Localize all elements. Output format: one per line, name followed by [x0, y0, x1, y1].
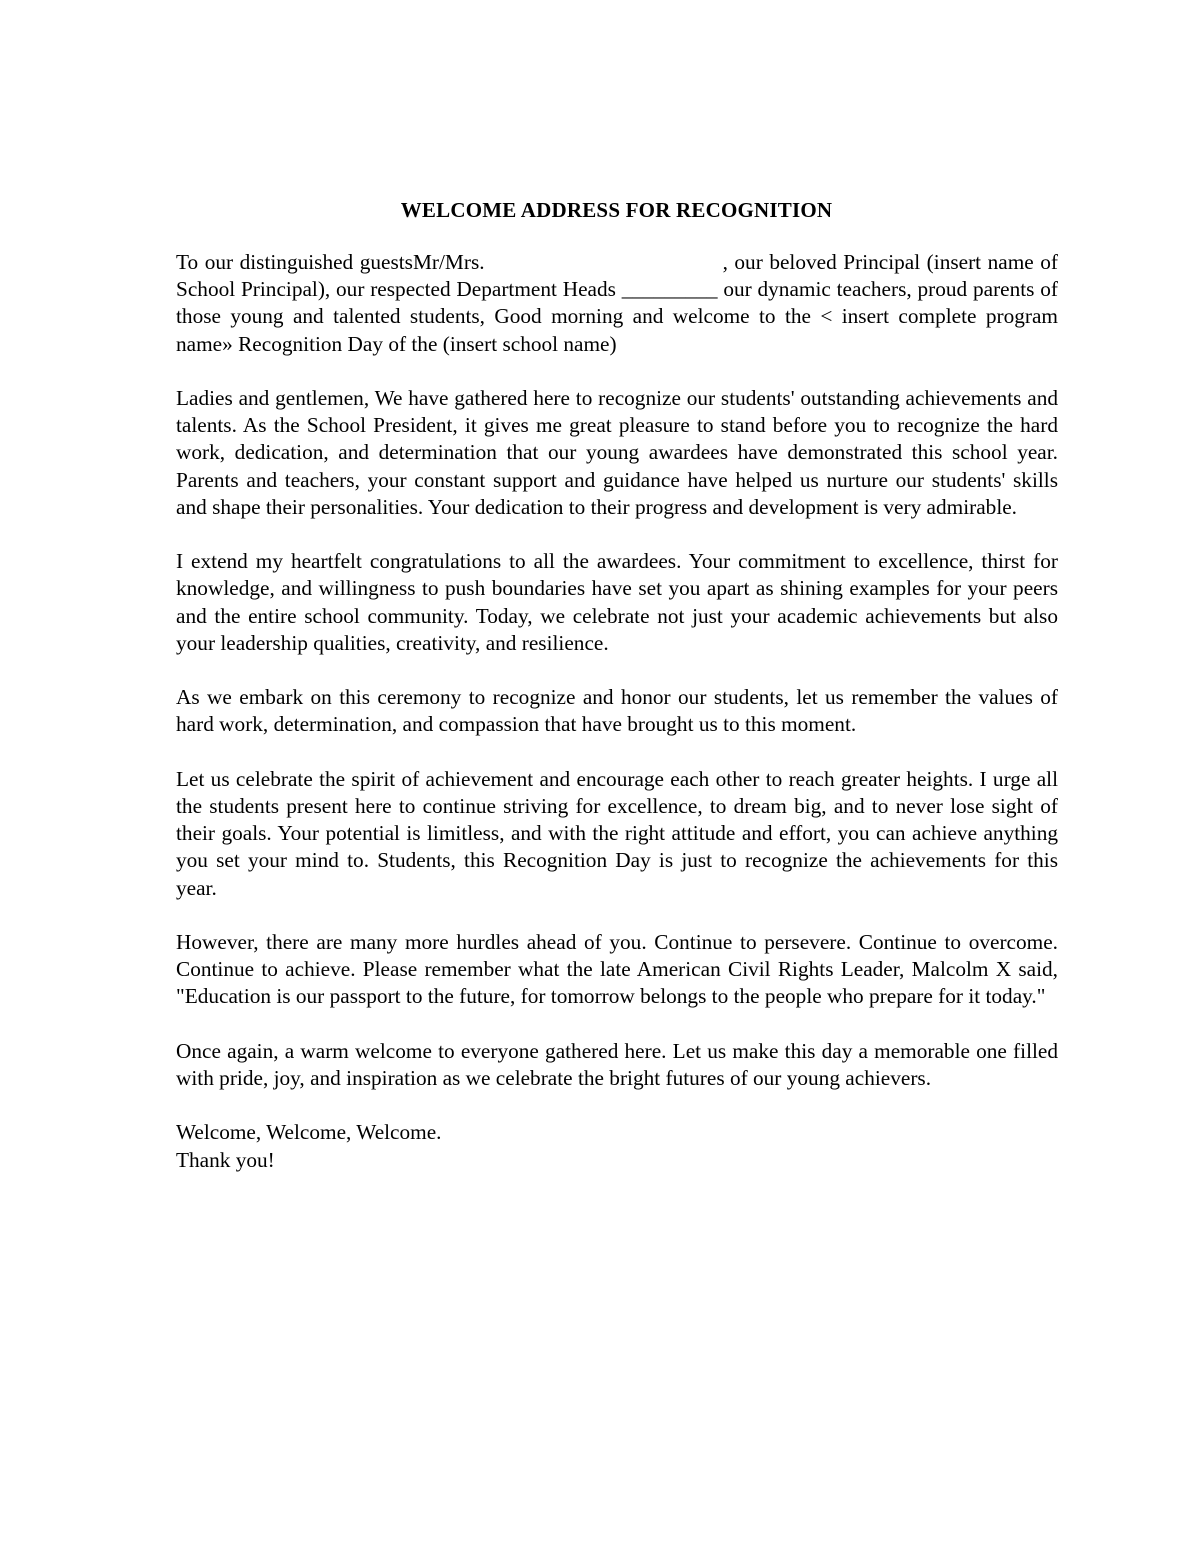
paragraph-ceremony: As we embark on this ceremony to recognize and honor our students, let us remember the values of hard work, determination, and compassion that have brought us to this moment.	[176, 685, 1058, 737]
paragraph-celebrate: Let us celebrate the spirit of achievement and encourage each other to reach greater heights. I urge all the students present here to continue striving for excellence, to dream big, and to never lose sight of their goals. Your potential is limitless, and with the right attitude and effort, you can achieve anything you set your mind to. Students, this Recognition Day is just to recognize the achievements for this year.	[176, 766, 1058, 900]
salutation-rest: , our beloved Principal (insert name of School Principal), our respected Department Heads _________ our dynamic teachers, proud parents of those young and talented students, Good morning and welcome to the < insert complete program name» Recognition Day of the (insert school name)	[176, 250, 1059, 356]
paragraph-hurdles: However, there are many more hurdles ahead of you. Continue to persevere. Continue to overcome. Continue to achieve. Please remember what the late American Civil Rights Leader, Malcolm X said, "Education is our passport to the future, for tomorrow belongs to the people who prepare for it today."	[176, 930, 1058, 1009]
closing-welcome-line: Welcome, Welcome, Welcome.	[176, 1120, 442, 1145]
closing-block	[176, 1119, 1058, 1173]
closing-thanks-line: Thank you!	[176, 1147, 275, 1172]
salutation-paragraph	[176, 249, 1058, 358]
document-title: WELCOME ADDRESS FOR RECOGNITION	[400, 198, 833, 222]
paragraph-congratulations: I extend my heartfelt congratulations to all the awardees. Your commitment to excellence, thirst for knowledge, and willingness to push boundaries have set you apart as shining examples for your peers and the entire school community. Today, we celebrate not just your academic achievements but also your leadership qualities, creativity, and resilience.	[176, 549, 1058, 655]
paragraph-gathering: Ladies and gentlemen, We have gathered here to recognize our students' outstanding achievements and talents. As the School President, it gives me great pleasure to stand before you to recognize the hard work, dedication, and determination that our young awardees have demonstrated this school year. Parents and teachers, your constant support and guidance have helped us nurture our students' skills and shape their personalities. Your dedication to their progress and development is very admirable.	[176, 386, 1058, 519]
document-body	[176, 249, 1058, 1174]
salutation-lead: To our distinguished guestsMr/Mrs.	[176, 250, 485, 274]
paragraph-welcome-again: Once again, a warm welcome to everyone gathered here. Let us make this day a memorable one filled with pride, joy, and inspiration as we celebrate the bright futures of our young achievers.	[176, 1038, 1058, 1090]
